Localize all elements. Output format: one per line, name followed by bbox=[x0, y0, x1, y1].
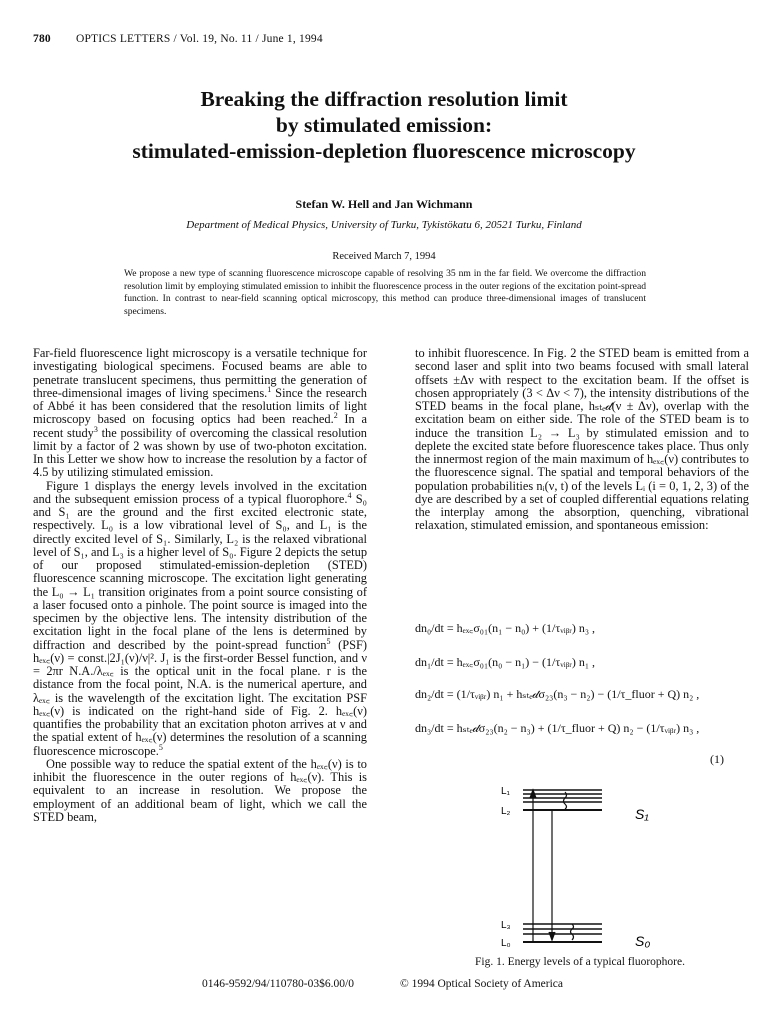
title-line-3: stimulated-emission-depletion fluorescence microscopy bbox=[132, 139, 636, 163]
label-l1: L₁ bbox=[501, 786, 510, 797]
paragraph-4: to inhibit fluorescence. In Fig. 2 the STED beam is emitted from a second laser and split into two beams focused with small lateral offsets ±Δν with respect to the excitation beam. If the offset is chosen appropriately (3 < Δν < 7), the intensity distributions of the STED beams in the focal plane, hₛₜₑ𝒹(ν ± Δν), overlap with the excitation beam on either side. The role of the STED beam is to induce the transition L₂ → L₃ by stimulated emission and to deplete the excited state before fluorescence takes place. Thus only the innermost region of the main maximum of hₑₓ꜀(ν) contributes to the fluorescence signal. The spatial and temporal behaviors of the population probabilities nᵢ(ν, t) of the levels Lᵢ (i = 0, 1, 2, 3) of the dye are described by a set of coupled differential equations relating the interplay among the absorption, quenching, vibrational relaxation, stimulated emission, and spontaneous emission: bbox=[415, 346, 749, 533]
paragraph-1 bbox=[33, 347, 367, 480]
reference-mark: 1 bbox=[267, 384, 272, 394]
text-run: Figure 1 displays the energy levels involved in the excitation and the subsequent emission process of a typical fluorophore. bbox=[33, 478, 367, 506]
reference-mark: 5 bbox=[326, 636, 331, 646]
title-line-1: Breaking the diffraction resolution limit bbox=[200, 87, 568, 111]
right-column bbox=[415, 347, 749, 533]
paragraph-3: One possible way to reduce the spatial extent of the hₑₓ꜀(ν) is to inhibit the fluorescence in the outer regions of hₑₓ꜀(ν). This is equivalent to an increase in resolution. We propose the employment of an additional beam of light, which we call the STED beam, bbox=[33, 756, 367, 824]
page-number: 780 bbox=[33, 33, 51, 45]
s0-levels bbox=[523, 924, 602, 942]
text-run: the possibility of overcoming the classical resolution limit by a factor of 2 was shown by use of two-photon excitation. In this Letter we show how to increase the resolution by a factor of 4.5 by utilizing stimulated emission. bbox=[33, 425, 367, 480]
label-l0: L₀ bbox=[501, 938, 511, 949]
transition-arrows bbox=[530, 790, 574, 942]
reference-mark: 2 bbox=[333, 411, 338, 421]
equation-number: (1) bbox=[710, 752, 724, 766]
text-run: (PSF) hₑₓ꜀(ν) = const.|2J₁(ν)/ν|². J₁ is the first-order Bessel function, and ν = 2πr N.A./λₑₓ꜀ is the optical unit in the focal plane. r is the distance from the focal point, N.A. is the numerical aperture, and λₑₓ꜀ is the wavelength of the excitation light. The excitation PSF hₑₓ꜀(ν) is indicated on the right-hand side of Fig. 2. hₑₓ꜀(ν) quantifies the probability that an excitation photon arrives at ν and the spatial extent of hₑₓ꜀(ν) determines the resolution of a scanning fluorescence microscope. bbox=[33, 637, 367, 758]
paragraph-2 bbox=[33, 480, 367, 758]
equation-3: dn₂/dt = (1/τᵥᵢᵦᵣ) n₁ + hₛₜₑ𝒹σ₂₃(n₃ − n₂) − (1/τ_fluor + Q) n₂ , bbox=[415, 687, 700, 701]
title-line-2: by stimulated emission: bbox=[275, 113, 493, 137]
label-l3: L₃ bbox=[501, 920, 511, 931]
equation-1: dn₀/dt = hₑₓ꜀σ₀₁(n₁ − n₀) + (1/τᵥᵢᵦᵣ) n₃ , bbox=[415, 621, 596, 635]
relaxation-squiggle-s0 bbox=[571, 924, 574, 940]
journal-citation: OPTICS LETTERS / Vol. 19, No. 11 / June 1, 1994 bbox=[75, 33, 323, 45]
label-s0: S₀ bbox=[635, 933, 651, 949]
figure-caption: Fig. 1. Energy levels of a typical fluorophore. bbox=[475, 956, 685, 968]
footer-copyright: © 1994 Optical Society of America bbox=[400, 978, 563, 990]
text-run: Far-field fluorescence light microscopy is a versatile technique for investigating biological specimens. Focused beams are able to penetrate translucent specimens, thus permitting the generation of three-dimensional images of living specimens. bbox=[33, 346, 367, 400]
received-date: Received March 7, 1994 bbox=[332, 251, 436, 262]
text-run: In a recent study bbox=[33, 412, 367, 440]
article-title bbox=[0, 86, 768, 164]
reference-mark: 3 bbox=[93, 424, 98, 434]
energy-level-svg bbox=[490, 782, 700, 952]
reference-mark: 5 bbox=[158, 742, 163, 752]
reference-mark: 4 bbox=[347, 490, 352, 500]
energy-level-diagram bbox=[490, 782, 700, 957]
label-l2: L₂ bbox=[501, 806, 511, 817]
abstract: We propose a new type of scanning fluorescence microscope capable of resolving 35 nm in the far field. We overcome the diffraction resolution limit by employing stimulated emission to inhibit the fluorescence process in the outer regions of the excitation point-spread function. In contrast to near-field scanning optical microscopy, this method can produce three-dimensional images of translucent specimens. bbox=[124, 268, 646, 317]
label-s1: S₁ bbox=[635, 806, 649, 822]
s1-levels bbox=[523, 790, 602, 810]
text-run: S₀ and S₁ are the ground and the first excited electronic state, respectively. L₀ is a low vibrational level of S₀, and L₁ is the directly excited level of S₁. Similarly, L₂ is the relaxed vibrational level of S₁, and L₃ is a higher level of S₀. Figure 2 depicts the setup of our proposed stimulated-emission-depletion (STED) fluorescence scanning microscope. The excitation light generating the L₀ → L₁ transition originates from a point source consisting of a laser focused onto a pinhole. The point source is imaged into the specimen by the objective lens. The intensity distribution of the excitation light in the focal plane of the lens is determined by diffraction and described by the point-spread function bbox=[33, 491, 368, 652]
footer-code: 0146-9592/94/110780-03$6.00/0 bbox=[202, 978, 354, 990]
equation-2: dn₁/dt = hₑₓ꜀σ₀₁(n₀ − n₁) − (1/τᵥᵢᵦᵣ) n₁ , bbox=[415, 655, 596, 669]
left-column bbox=[33, 347, 367, 824]
text-run: Since the research of Abbé it has been considered that the resolution limits of light microscopy based on focusing optics had been reached. bbox=[33, 385, 367, 427]
affiliation: Department of Medical Physics, University of Turku, Tykistökatu 6, 20521 Turku, Finland bbox=[186, 219, 582, 231]
running-head bbox=[33, 33, 323, 45]
equation-4: dn₃/dt = hₛₜₑ𝒹σ₂₃(n₂ − n₃) + (1/τ_fluor + Q) n₂ − (1/τᵥᵢᵦᵣ) n₃ , bbox=[415, 721, 700, 735]
authors: Stefan W. Hell and Jan Wichmann bbox=[295, 197, 473, 211]
